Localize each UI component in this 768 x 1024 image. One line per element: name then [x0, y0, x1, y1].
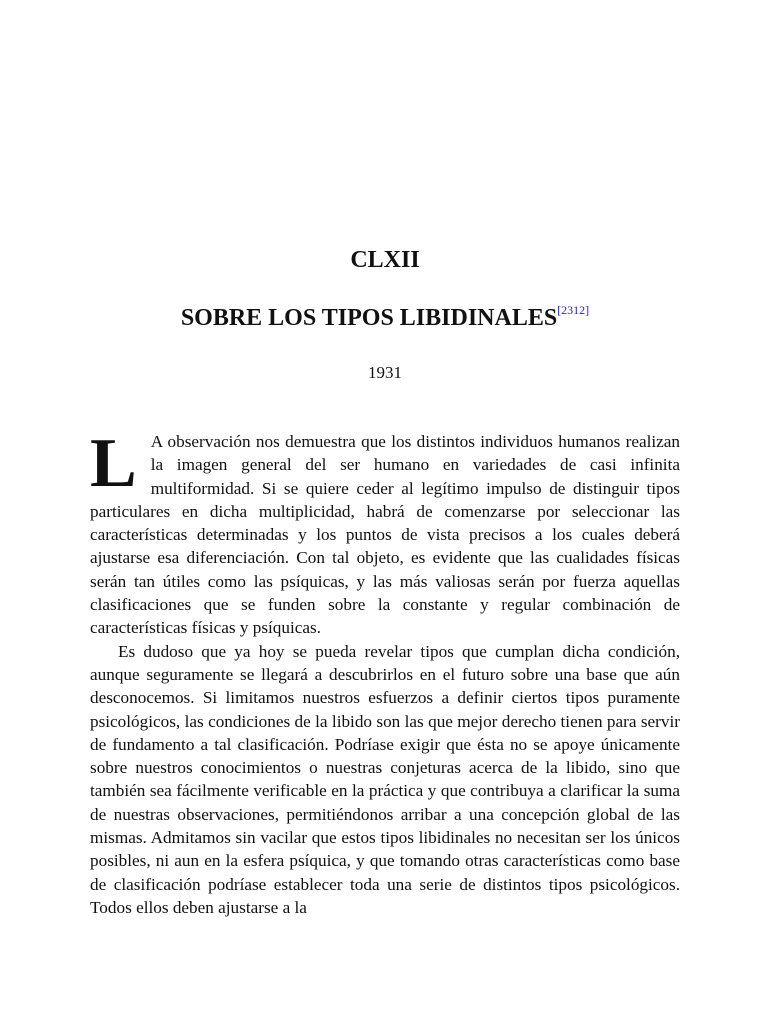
chapter-year: 1931: [368, 363, 402, 382]
chapter-title-heading: [90, 302, 680, 334]
paragraph-first: [90, 425, 680, 640]
book-page: [90, 0, 680, 1024]
chapter-body: [90, 425, 680, 919]
paragraph-1-text: A observación nos demuestra que los distintos individuos humanos realizan la imagen general del ser humano en variedades de casi infinita multiformidad. Si se quiere ceder al legítimo impulso de distinguir tipos particulares en dicha multiplicidad, habrá de comenzarse por seleccionar las características determinadas y los puntos de vista precisos a los cuales deberá ajustarse esa diferenciación. Con tal objeto, es evidente que las cualidades físicas serán tan útiles como las psíquicas, y las más valiosas serán por fuerza aquellas clasificaciones que se funden sobre la constante y regular combinación de características físicas y psíquicas.: [90, 432, 680, 638]
footnote-link[interactable]: [2312]: [557, 303, 590, 317]
drop-cap: L: [90, 425, 137, 502]
paragraph-second: Es dudoso que ya hoy se pueda revelar tipos que cumplan dicha condición, aunque seguramente se llegará a descubrirlos en el futuro sobre una base que aún desconocemos. Si limitamos nuestros esfuerzos a definir ciertos tipos puramente psicológicos, las condiciones de la libido son las que mejor derecho tienen para servir de fundamento a tal clasificación. Podríase exigir que ésta no se apoye únicamente sobre nuestros conocimientos o nuestras conjeturas acerca de la libido, sino que también sea fácilmente verificable en la práctica y que contribuya a clarificar la suma de nuestras observaciones, permitiéndonos arribar a una concepción global de las mismas. Admitamos sin vacilar que estos tipos libidinales no necesitan ser los únicos posibles, ni aun en la esfera psíquica, y que tomando otras características como base de clasificación podríase establecer toda una serie de distintos tipos psicológicos. Todos ellos deben ajustarse a la: [90, 641, 680, 917]
chapter-number: CLXII: [350, 247, 420, 273]
chapter-title: SOBRE LOS TIPOS LIBIDINALES: [180, 305, 558, 331]
